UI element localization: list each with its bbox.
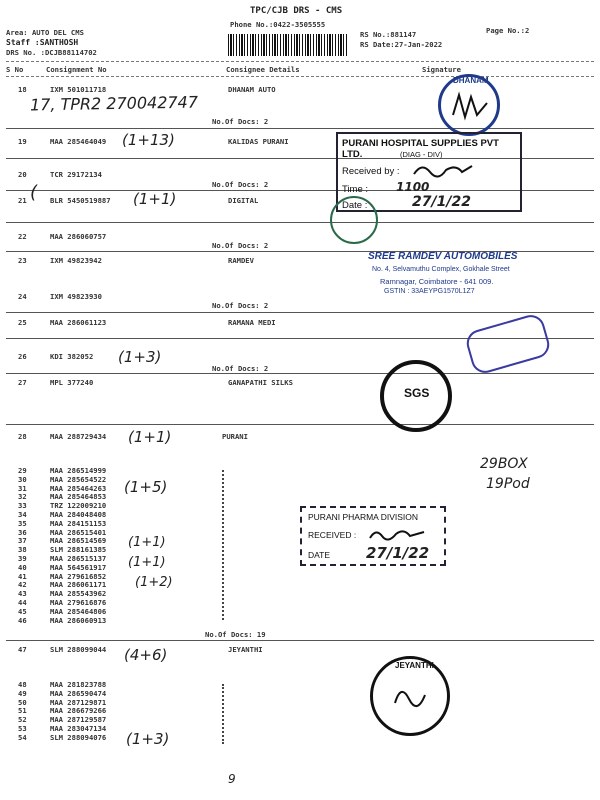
row-sno: 24 xyxy=(18,292,27,301)
consignee-name: PURANI xyxy=(222,432,248,441)
handwritten-count: (4+6) xyxy=(124,646,168,664)
row-sno: 47 xyxy=(18,645,27,654)
signature-scribble xyxy=(449,89,491,125)
jeyanthi-stamp xyxy=(370,656,450,736)
dhanam-stamp-text: DHANAM xyxy=(453,76,489,85)
digital-stamp xyxy=(330,196,378,244)
page-number: Page No.:2 xyxy=(486,26,530,35)
row-sno: 51 xyxy=(18,706,27,716)
stamp-gstin: GSTIN : 33AEYPG1570L1Z7 xyxy=(384,288,475,295)
group-bracket xyxy=(222,470,224,620)
stamp-date-label: Date : xyxy=(342,200,368,211)
row-sno: 43 xyxy=(18,589,27,599)
signature-scribble xyxy=(391,681,431,711)
row-sno: 31 xyxy=(18,483,27,493)
consignment-no: MAA 281823788 xyxy=(50,680,107,689)
row-sno: 21 xyxy=(18,196,27,205)
row-sno: 48 xyxy=(18,680,27,689)
row-sno: 26 xyxy=(18,352,27,361)
consignment-no: MAA 279616876 xyxy=(50,598,107,607)
consignment-no: MAA 286514569 xyxy=(50,536,107,546)
row-sno: 18 xyxy=(18,85,27,94)
consignment-no: MAA 286061171 xyxy=(50,580,107,590)
consignment-no: MAA 284048408 xyxy=(50,510,107,519)
row-sno: 50 xyxy=(18,697,27,707)
row-sno: 46 xyxy=(18,615,27,625)
consignment-no: MAA 279616852 xyxy=(50,571,107,581)
consignee-name: RAMDEV xyxy=(228,256,254,265)
consignee-name: JEYANTHI xyxy=(228,645,263,654)
consignment-no: MAA 285654522 xyxy=(50,474,107,484)
row-sno: 38 xyxy=(18,545,27,555)
signature-scribble xyxy=(368,526,428,542)
stamp-time-label: Time : xyxy=(342,184,369,195)
handwritten-count: (1+3) xyxy=(118,348,162,366)
row-sno: 42 xyxy=(18,580,27,590)
row-sno: 19 xyxy=(18,137,27,146)
consignment-no: MPL 377240 xyxy=(50,378,94,387)
consignment-no: MAA 288729434 xyxy=(50,432,107,441)
consignment-no: IXM 49823930 xyxy=(50,292,102,301)
row-sno: 23 xyxy=(18,256,27,265)
stamp-title: SREE RAMDEV AUTOMOBILES xyxy=(368,251,518,262)
handwritten-pod-count: 19Pod xyxy=(486,476,530,492)
consignment-no: BLR 5450519887 xyxy=(50,196,111,205)
row-sno: 22 xyxy=(18,232,27,241)
consignment-no: MAA 286514999 xyxy=(50,466,107,475)
stamp-address: No. 4, Selvamuthu Complex, Gokhale Street xyxy=(372,266,510,273)
consignee-name: DIGITAL xyxy=(228,196,259,205)
consignment-no: MAA 286515401 xyxy=(50,527,107,537)
consignment-no: MAA 287129871 xyxy=(50,697,107,707)
consignment-no: MAA 285464853 xyxy=(50,492,107,502)
consignment-no: MAA 286679266 xyxy=(50,706,107,716)
area-label: Area: AUTO DEL CMS xyxy=(6,28,84,37)
row-sno: 20 xyxy=(18,170,27,179)
row-sno: 40 xyxy=(18,562,27,572)
rs-number: RS No.:881147 xyxy=(360,30,417,39)
stamp-title: PURANI PHARMA DIVISION xyxy=(308,512,419,522)
consignment-no: MAA 564561917 xyxy=(50,562,107,572)
stamp-received-label: Received by : xyxy=(342,166,400,177)
stamp-received-label: RECEIVED : xyxy=(308,530,357,540)
group-bracket-2 xyxy=(222,684,224,744)
dhanam-stamp xyxy=(438,74,500,136)
stamp-date-value: 27/1/22 xyxy=(366,544,430,562)
sgs-text: SGS xyxy=(404,386,430,400)
row-sno: 32 xyxy=(18,492,27,502)
consignment-no: MAA 285543962 xyxy=(50,589,107,599)
report-title: TPC/CJB DRS - CMS xyxy=(250,6,343,16)
handwritten-count: (1+3) xyxy=(126,730,170,748)
consignment-no: SLM 288161385 xyxy=(50,545,107,555)
consignment-no: MAA 287129587 xyxy=(50,715,107,725)
row-sno: 34 xyxy=(18,510,27,519)
consignment-no: IXM 49823942 xyxy=(50,256,102,265)
consignment-no: MAA 285464806 xyxy=(50,606,107,616)
row-sno: 29 xyxy=(18,466,27,475)
consignment-no: SLM 288099044 xyxy=(50,645,107,654)
handwritten-count: (1+1) xyxy=(133,190,177,208)
handwritten-count: (1+2) xyxy=(135,575,173,590)
row-sno: 30 xyxy=(18,474,27,484)
consignment-no: KDI 382052 xyxy=(50,352,94,361)
row-sno: 54 xyxy=(18,732,27,742)
consignee-name: DHANAM AUTO xyxy=(228,85,276,94)
consignment-no: SLM 288094076 xyxy=(50,732,107,742)
row-sno: 35 xyxy=(18,518,27,528)
handwritten-count: (1+5) xyxy=(124,478,168,496)
staff-label: Staff :SANTHOSH xyxy=(6,38,79,47)
purani-pharma-stamp xyxy=(300,506,446,566)
handwritten-mark: ( xyxy=(30,182,38,203)
handwritten-count: (1+13) xyxy=(122,131,175,149)
stamp-date-label: DATE xyxy=(308,550,331,560)
consignment-no: MAA 286590474 xyxy=(50,688,107,698)
consignment-no: IXM 501011718 xyxy=(50,85,107,94)
col-consignment: Consignment No xyxy=(46,65,107,74)
stamp-address: Ramnagar, Coimbatore - 641 009. xyxy=(380,277,494,286)
col-signature: Signature xyxy=(422,65,461,74)
row-sno: 37 xyxy=(18,536,27,546)
row-sno: 49 xyxy=(18,688,27,698)
row-sno: 27 xyxy=(18,378,27,387)
consignment-no: MAA 285464049 xyxy=(50,137,107,146)
docs-count: No.Of Docs: 2 xyxy=(212,301,269,310)
consignment-no: MAA 286060757 xyxy=(50,232,107,241)
handwritten-count: (1+1) xyxy=(128,555,166,570)
row-sno: 44 xyxy=(18,598,27,607)
signature-scribble xyxy=(412,160,482,180)
row-sno: 53 xyxy=(18,724,27,733)
jeyanthi-text: JEYANTHI xyxy=(395,661,434,670)
consignment-no: TRZ 122009210 xyxy=(50,501,107,511)
handwritten-count: (1+1) xyxy=(128,428,172,446)
consignment-no: MAA 285464263 xyxy=(50,483,107,493)
footer-mark: 9 xyxy=(228,772,236,786)
docs-count: No.Of Docs: 2 xyxy=(212,117,269,126)
handwritten-consignment: 17, TPR2 270042747 xyxy=(29,92,199,115)
row-sno: 25 xyxy=(18,318,27,327)
group-docs-count: No.Of Docs: 19 xyxy=(205,630,266,639)
consignment-no: MAA 283047134 xyxy=(50,724,107,733)
consignment-no: MAA 286061123 xyxy=(50,318,107,327)
stamp-date-value: 27/1/22 xyxy=(412,194,471,210)
consignee-name: KALIDAS PURANI xyxy=(228,137,289,146)
col-consignee: Consignee Details xyxy=(226,65,300,74)
rs-date: RS Date:27-Jan-2022 xyxy=(360,40,443,49)
consignment-no: MAA 286060913 xyxy=(50,615,107,625)
row-sno: 41 xyxy=(18,571,27,581)
row-sno: 36 xyxy=(18,527,27,537)
docs-count: No.Of Docs: 2 xyxy=(212,364,269,373)
consignee-name: GANAPATHI SILKS xyxy=(228,378,293,387)
ramdev-stamp xyxy=(362,251,548,301)
consignment-no: MAA 286515137 xyxy=(50,554,107,563)
barcode xyxy=(228,34,348,56)
stamp-subtitle: (DIAG - DIV) xyxy=(400,150,443,159)
row-sno: 28 xyxy=(18,432,27,441)
handwritten-box-count: 29BOX xyxy=(480,456,528,472)
sgs-stamp xyxy=(380,360,452,432)
consignment-no: TCR 29172134 xyxy=(50,170,102,179)
row-sno: 45 xyxy=(18,606,27,616)
row-sno: 33 xyxy=(18,501,27,511)
consignment-no: MAA 284151153 xyxy=(50,518,107,528)
drs-number: DRS No. :DCJB88114702 xyxy=(6,48,97,57)
handwritten-count: (1+1) xyxy=(128,535,166,550)
row-sno: 39 xyxy=(18,554,27,563)
col-sno: S No xyxy=(6,65,24,74)
consignee-name: RAMANA MEDI xyxy=(228,318,276,327)
docs-count: No.Of Docs: 2 xyxy=(212,180,269,189)
docs-count: No.Of Docs: 2 xyxy=(212,241,269,250)
stamp-time-value: 1100 xyxy=(396,180,430,194)
stamp-title: PURANI HOSPITAL SUPPLIES PVT LTD. xyxy=(342,138,499,160)
row-sno: 52 xyxy=(18,715,27,725)
phone-number: Phone No.:0422-3505555 xyxy=(230,20,326,29)
ramana-stamp xyxy=(463,312,552,376)
